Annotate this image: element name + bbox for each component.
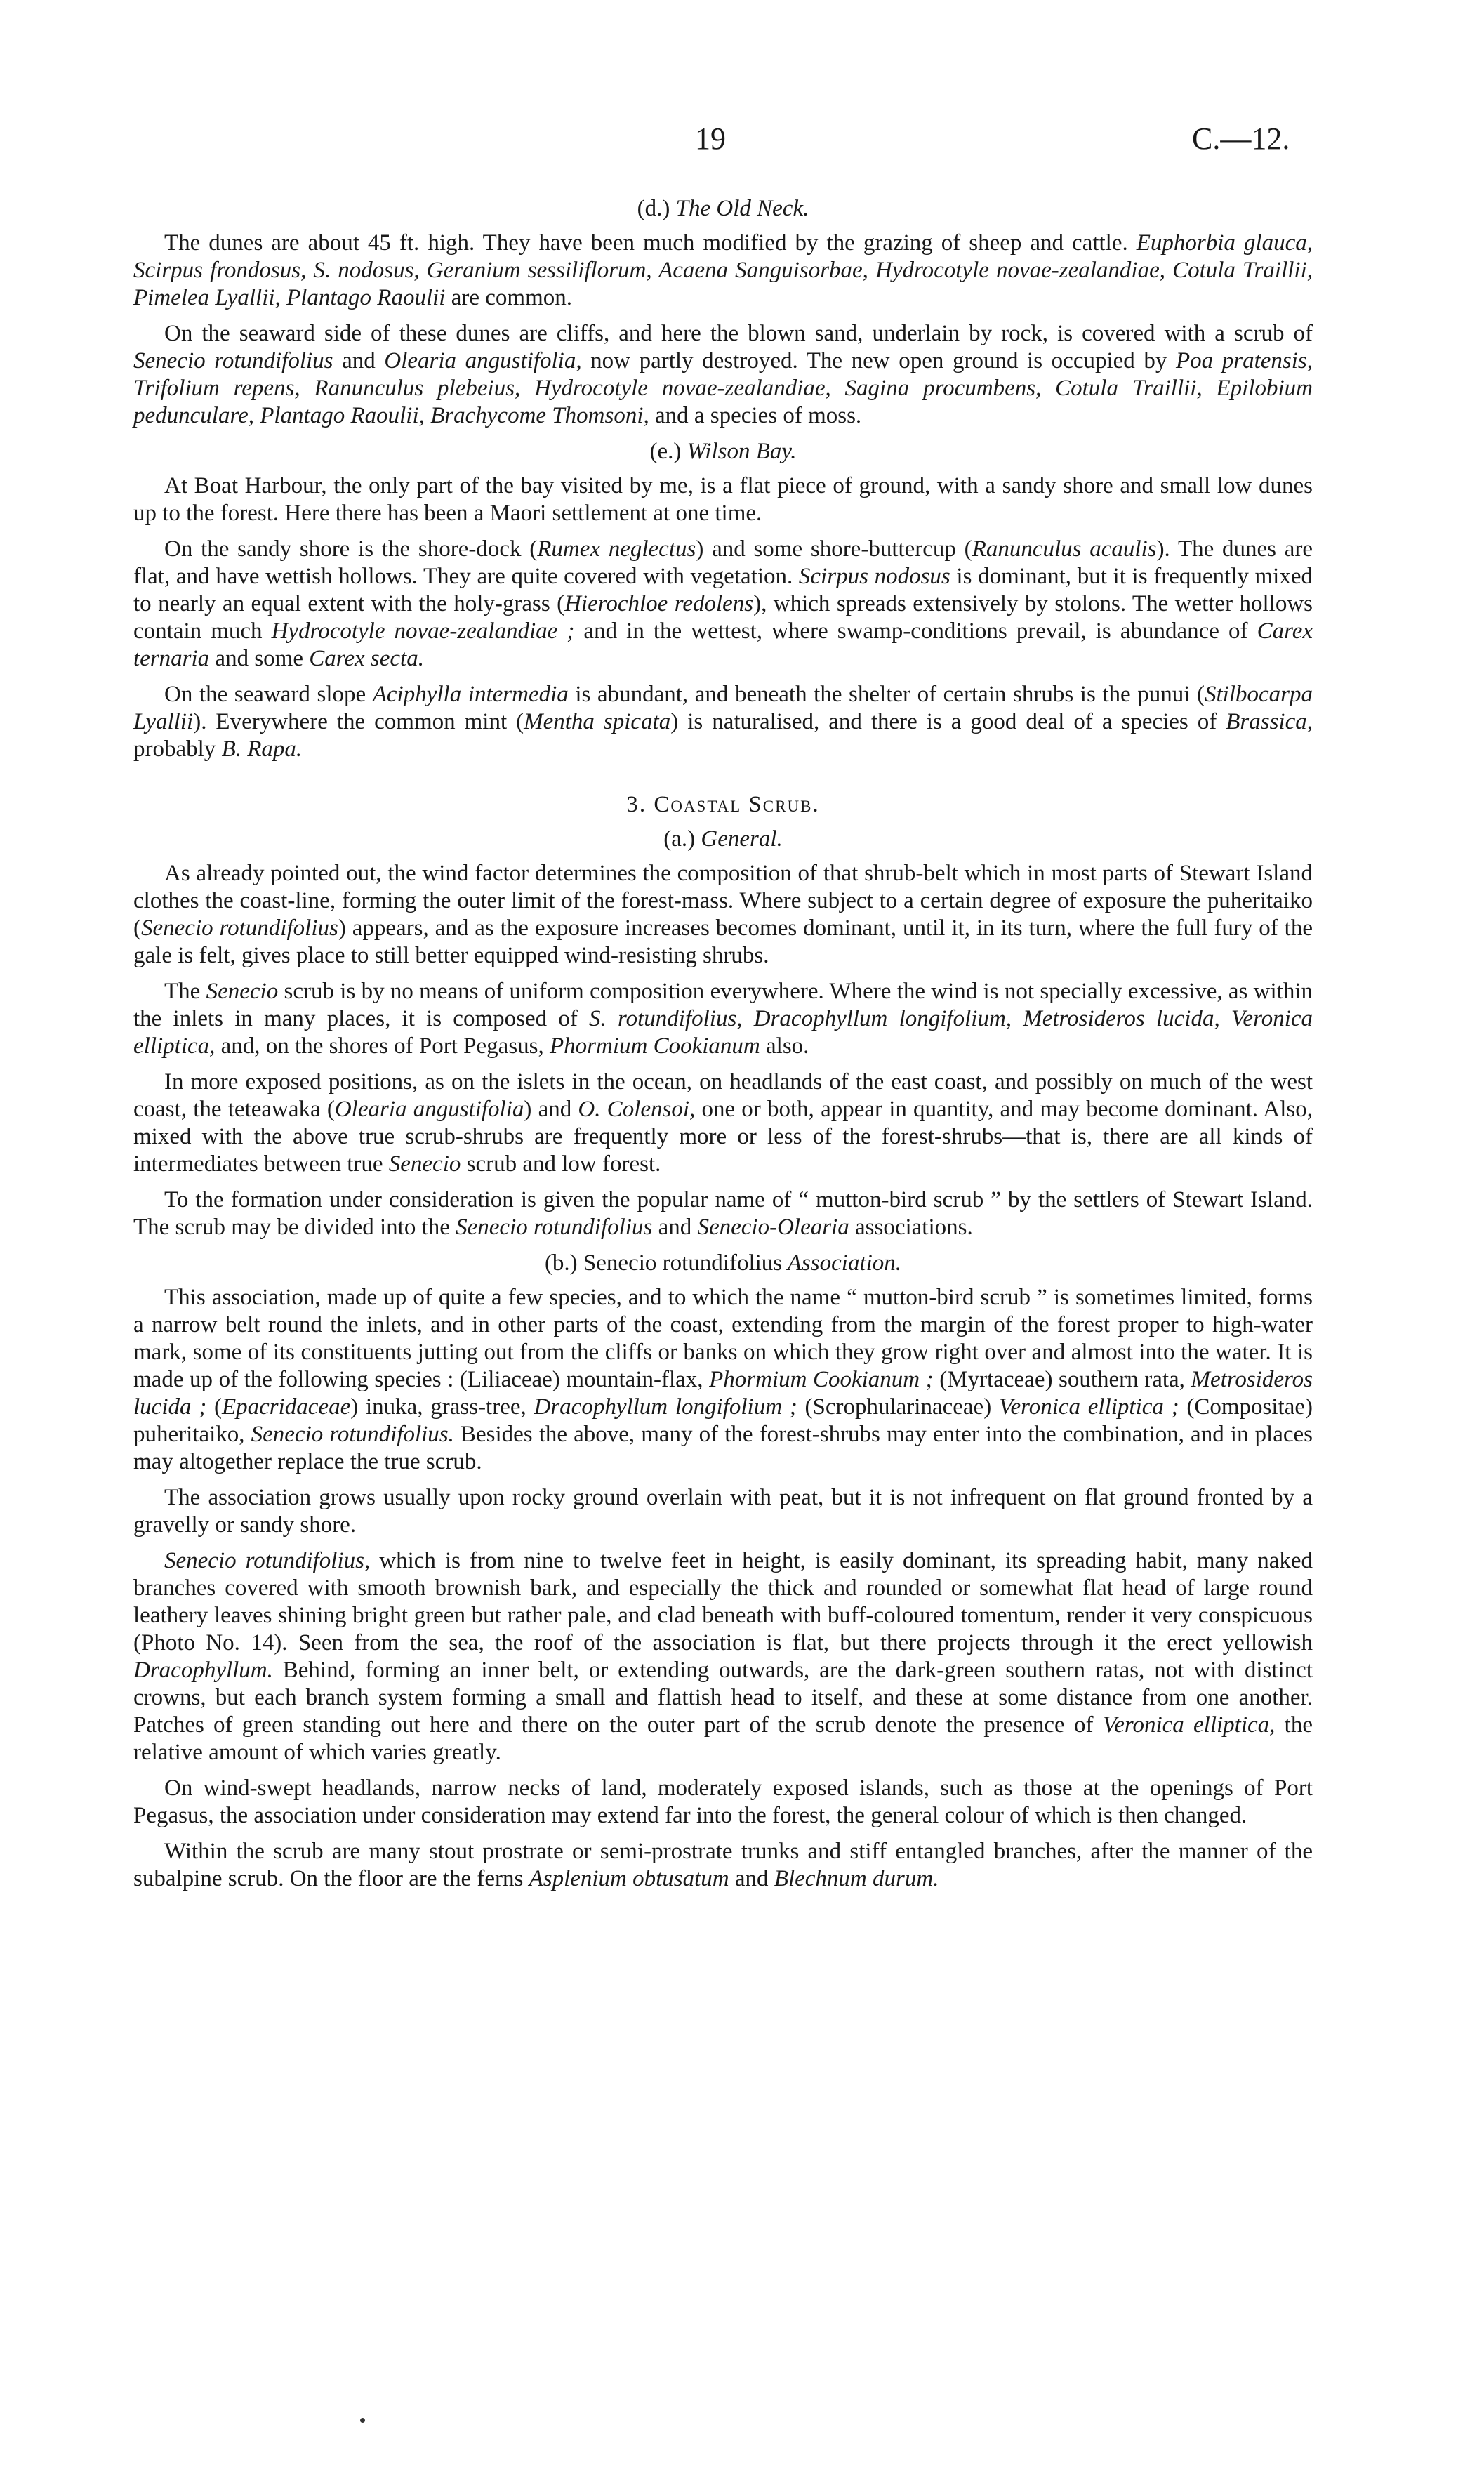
paragraph: On the seaward slope Aciphylla intermedia is abundant, and beneath the shelter of certain shrubs is the punui (Stilbocarpa Lyallii). Everywhere the common mint (Mentha spicata) is naturalised, and there is a good deal of a species of Brassica, probably B. Rapa. [133,682,1313,762]
page-body [133,188,1313,1901]
paragraph: At Boat Harbour, the only part of the bay visited by me, is a flat piece of ground, with a sandy shore and small low dunes up to the forest. Here there has been a Maori settlement at one time. [133,473,1313,526]
document-code: C.—12. [1192,121,1290,156]
paragraph: Senecio rotundifolius, which is from nine to twelve feet in height, is easily dominant, its spreading habit, many naked branches covered with smooth brownish bark, and especially the thick and rounded or somewhat flat head of large round leathery leaves shining bright green but rather pale, and clad beneath with buff-coloured tomentum, render it very conspicuous (Photo No. 14). Seen from the sea, the roof of the association is flat, but there projects through it the erect yellowish Dracophyllum. Behind, forming an inner belt, or extending outwards, are the dark-green southern ratas, not with distinct crowns, but each branch system forming a small and flattish head to itself, and these at some distance from one another. Patches of green standing out here and there on the outer part of the scrub denote the presence of Veronica elliptica, the relative amount of which varies greatly. [133,1548,1313,1765]
stray-mark [360,2418,365,2423]
paragraph: On the sandy shore is the shore-dock (Rumex neglectus) and some shore-buttercup (Ranunculus acaulis). The dunes are flat, and have wettish hollows. They are quite covered with vegetation. Scirpus nodosus is dominant, but it is frequently mixed to nearly an equal extent with the holy-grass (Hierochloe redolens), which spreads extensively by stolons. The wetter hollows contain much Hydrocotyle novae-zealandiae ; and in the wettest, where swamp-conditions prevail, is abundance of Carex ternaria and some Carex secta. [133,536,1313,671]
subsection-heading-old-neck: (d.) The Old Neck. [637,196,809,221]
paragraph: On the seaward side of these dunes are cliffs, and here the blown sand, underlain by rock, is covered with a scrub of Senecio rotundifolius and Olearia angustifolia, now partly destroyed. The new open ground is occupied by Poa pratensis, Trifolium repens, Ranunculus plebeius, Hydrocotyle novae-zealandiae, Sagina procumbens, Cotula Traillii, Epilobium pedunculare, Plantago Raoulii, Brachycome Thomsoni, and a species of moss. [133,321,1313,428]
subsection-heading-wilson-bay: (e.) Wilson Bay. [649,439,797,464]
paragraph: This association, made up of quite a few species, and to which the name “ mutton-bird scrub ” is sometimes limited, forms a narrow belt round the inlets, and in other parts of the coast, extending from the margin of the forest proper to high-water mark, some of its constituents jutting out from the cliffs or banks on which they grow right over and almost into the water. It is made up of the following species : (Liliaceae) mountain-flax, Phormium Cookianum ; (Myrtaceae) southern rata, Metrosideros lucida ; (Epacridaceae) inuka, grass-tree, Dracophyllum longifolium ; (Scrophularinaceae) Veronica elliptica ; (Compositae) puheritaiko, Senecio rotundifolius. Besides the above, many of the forest-shrubs may enter into the combination, and in places may altogether replace the true scrub. [133,1285,1313,1474]
paragraph: On wind-swept headlands, narrow necks of land, moderately exposed islands, such as those at the openings of Port Pegasus, the association under consideration may extend far into the forest, the general colour of which is then changed. [133,1776,1313,1828]
page-number: 19 [695,121,726,156]
paragraph: The association grows usually upon rocky ground overlain with peat, but it is not infrequent on flat ground fronted by a gravelly or sandy shore. [133,1485,1313,1538]
subsection-heading-senecio-association: (b.) Senecio rotundifolius Association. [544,1250,902,1276]
paragraph: The dunes are about 45 ft. high. They have been much modified by the grazing of sheep and cattle. Euphorbia glauca, Scirpus frondosus, S. nodosus, Geranium sessiliflorum, Acaena Sanguisorbae, Hydrocotyle novae-zealandiae, Cotula Traillii, Pimelea Lyallii, Plantago Raoulii are common. [133,230,1313,310]
paragraph: The Senecio scrub is by no means of uniform composition everywhere. Where the wind is not specially excessive, as within the inlets in many places, it is composed of S. rotundifolius, Dracophyllum longifolium, Metrosideros lucida, Veronica elliptica, and, on the shores of Port Pegasus, Phormium Cookianum also. [133,979,1313,1059]
section-heading-coastal-scrub: 3. Coastal Scrub. [626,792,820,817]
paragraph: To the formation under consideration is given the popular name of “ mutton-bird scrub ” by the settlers of Stewart Island. The scrub may be divided into the Senecio rotundifolius and Senecio-Olearia associations. [133,1187,1313,1240]
subsection-heading-general: (a.) General. [663,826,783,852]
paragraph: Within the scrub are many stout prostrate or semi-prostrate trunks and stiff entangled branches, after the manner of the subalpine scrub. On the floor are the ferns Asplenium obtusatum and Blechnum durum. [133,1839,1313,1891]
paragraph: In more exposed positions, as on the islets in the ocean, on headlands of the east coast, and possibly on much of the west coast, the teteawaka (Olearia angustifolia) and O. Colensoi, one or both, appear in quantity, and may become dominant. Also, mixed with the above true scrub-shrubs are frequently more or less of the forest-shrubs—that is, there are all kinds of intermediates between true Senecio scrub and low forest. [133,1069,1313,1177]
paragraph: As already pointed out, the wind factor determines the composition of that shrub-belt which in most parts of Stewart Island clothes the coast-line, forming the outer limit of the forest-mass. Where subject to a certain degree of exposure the puheritaiko (Senecio rotundifolius) appears, and as the exposure increases becomes dominant, until it, in its turn, where the full fury of the gale is felt, gives place to still better equipped wind-resisting shrubs. [133,861,1313,968]
